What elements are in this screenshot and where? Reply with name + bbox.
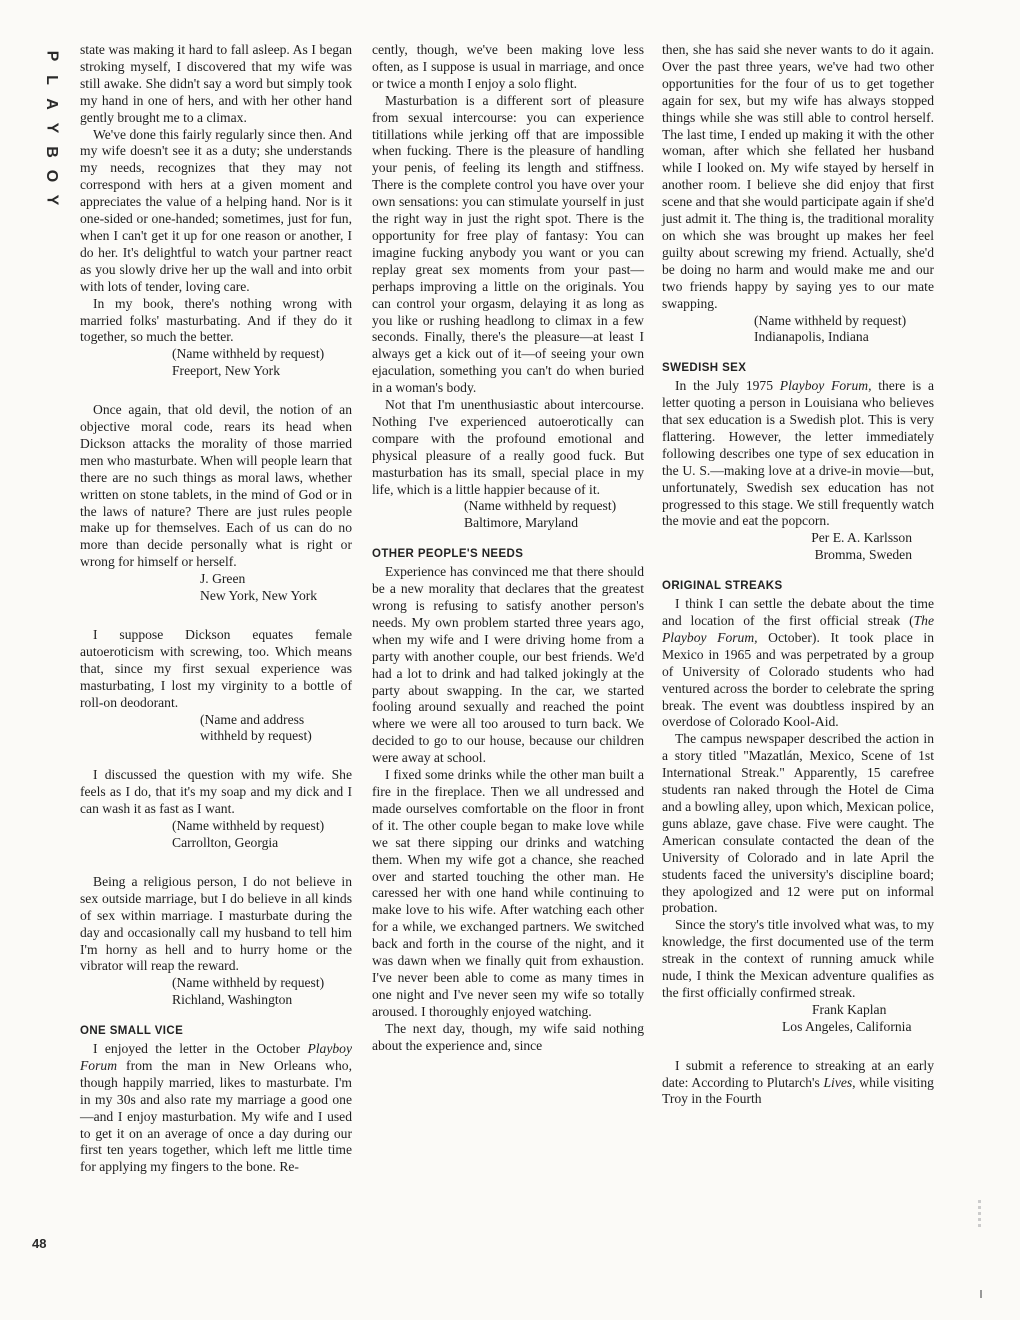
running-head-letter: Y — [42, 194, 60, 206]
paragraph: I fixed some drinks while the other man built a fire in the fireplace. Then we all undressed and made ourselves comfortable on the floor in front of it. The other couple began to make love while we sat there sipping our drinks and watching them. When my wife got a chance, she reached over and started touching the other man. He caressed her with one hand while continuing to make love to his wife. After watching each other for a while, we exchanged partners. We switched back and forth in the course of the night, and it was dawn when we finally quit from exhaustion. I've never been able to come as many times in one night and I've never seen my wife so totally aroused. I thoroughly enjoyed watching. — [372, 767, 644, 1019]
running-head-letter: L — [43, 75, 60, 85]
signature-name: (Name withheld by request) — [172, 346, 325, 362]
paragraph: The next day, though, my wife said nothing about the experience and, since — [372, 1020, 644, 1053]
signature-name: (Name withheld by request) — [172, 975, 325, 991]
publication-title: Lives, — [823, 1074, 856, 1090]
paragraph: Experience has convinced me that there should be a new morality that declares that the greatest wrong is refusing to satisfy another person's needs. My own problem started three years ago, when my wife and I were driving home from a party with another couple, our best friends. We'd had a lot to drink and had talked jokingly at the party about swapping. In the car, we started fooling around sexually and reached the point where we were all too aroused to turn back. We decided to go to our house, because our children were away at school. — [372, 564, 644, 766]
paragraph: Not that I'm unenthusiastic about intercourse. Nothing I've experienced autoerotically can compare with the profound emotional and physical pleasure of a really good fuck. But masturbation has its small, special place in my life, which is a little happier because of it. — [372, 397, 644, 497]
running-head-letter: P — [42, 50, 60, 62]
text-run: I enjoyed the letter in the October — [93, 1041, 308, 1057]
signature-name: Frank Kaplan — [812, 1001, 887, 1017]
running-head-letter: B — [43, 146, 60, 158]
paragraph: We've done this fairly regularly since then. And my wife doesn't see it as a duty; she understands my needs, recognizes that they may not correspond with hers at a given moment and appreciates the value of a helping hand. Nor is it one-sided or one-handed; sometimes, just for fun, when I can't get it up for one reason or another, I do her. It's delightful to watch your partner react as you slowly drive her up the wall and into orbit with lots of tender, loving care. — [80, 126, 352, 294]
text-run: In the July 1975 — [675, 378, 780, 394]
publication-title: The Playboy Forum, — [662, 613, 934, 645]
signature-place: Los Angeles, California — [782, 1018, 912, 1034]
signature-place: Bromma, Sweden — [814, 547, 912, 563]
text-run: there is a letter quoting a person in Louisiana who believes that sex education is a Swedish plot. This is very flattering. However, the letter immediately following describes one type of sex education in the U. S.—making love at a drive-in movie—but, unfortunately, Swedish sex education has not progressed to this stage. We still frequently watch the movie and eat the popcorn. — [662, 378, 935, 529]
section-heading: SWEDISH SEX — [662, 362, 747, 375]
text-run: while visiting Troy in the Fourth — [662, 1074, 934, 1107]
signature-name: J. Green — [200, 571, 246, 587]
paragraph: Being a religious person, I do not believe in sex outside marriage, but I do believe in all kinds of sex within marriage. I masturbate during the day and occasionally call my husband to tell him I'm horny as hell and to hurry home or the vibrator will reap the reward. — [80, 873, 352, 974]
signature-name: (Name withheld by request) — [754, 312, 907, 328]
paragraph: Since the story's title involved what was, to my knowledge, the first documented use of the term streak in the context of running amuck while nude, I think the Mexican adventure qualifies as the first officially confirmed streak. — [662, 917, 934, 1000]
column-1 — [80, 42, 352, 1176]
paragraph — [662, 596, 934, 731]
text-run: from the man in New Orleans who, though happily married, likes to masturbate. I'm in my 30s and also rate my marriage a good one—and I enjoy masturbation. My wife and I used to get it on an average of once a day during our first ten years together, which left me little time for applying my fingers to the bone. Re- — [80, 1057, 352, 1175]
paragraph: In my book, there's nothing wrong with married folks' masturbating. And if they do it together, so much the better. — [80, 295, 352, 345]
signature-name: Per E. A. Karlsson — [811, 530, 912, 546]
column-2 — [372, 42, 644, 1054]
signature-name: (Name withheld by request) — [172, 818, 325, 834]
signature-place: Indianapolis, Indiana — [754, 329, 869, 345]
page-number: 48 — [32, 1236, 47, 1251]
running-head-letter: O — [42, 169, 60, 183]
signature-place: New York, New York — [200, 588, 318, 604]
publication-title: Playboy Forum — [80, 1041, 352, 1073]
paragraph: state was making it hard to fall asleep. As I began stroking myself, I discovered that my wife was still awake. She didn't say a word but simply took my hand in one of hers, and with her other hand gently brought me to a climax. — [80, 42, 352, 125]
publication-title: Playboy Forum, — [779, 378, 872, 394]
running-head-letter: A — [43, 98, 60, 110]
text-run: I think I can settle the debate about the time and location of the first official streak ( — [662, 596, 934, 628]
paragraph: cently, though, we've been making love less often, as I suppose is usual in marriage, and once or twice a month I enjoy a solo flight. — [372, 42, 644, 91]
signature-place: Carrollton, Georgia — [172, 834, 279, 850]
section-heading: OTHER PEOPLE'S NEEDS — [372, 548, 524, 561]
column-3 — [662, 42, 934, 1108]
paragraph: Masturbation is a different sort of pleasure from sexual intercourse: you can experience titillations while jerking off that are impossible when fucking. There is the pleasure of handling your penis, of feeling its length and stiffness. There is the complete control you have over your own sensations: you can stimulate yourself in just the right way in just the right spot. There is the opportunity for free play of fantasy: You can imagine fucking anybody you want or you can replay great sex moments from your past—perhaps improving a little on the originals. You can control your orgasm, delaying it as long as you like or rushing headlong to climax in a few seconds. Finally, there's the pleasure—at least I always get a kick out of it—of seeing your own ejaculation, something you can't do when buried in a woman's body. — [372, 92, 644, 396]
section-heading: ONE SMALL VICE — [80, 1025, 184, 1038]
signature-name: (Name and address — [200, 711, 305, 727]
signature-place: withheld by request) — [200, 728, 312, 744]
signature-place: Freeport, New York — [172, 363, 280, 379]
paragraph: I discussed the question with my wife. She feels as I do, that it's my soap and my dick and I can wash it as fast as I want. — [80, 767, 352, 817]
signature-name: (Name withheld by request) — [464, 498, 617, 514]
signature-place: Baltimore, Maryland — [464, 515, 579, 531]
running-head — [36, 44, 66, 212]
paragraph: The campus newspaper described the action in a story titled "Mazatlán, Mexico, Scene of 1st International Streak." Apparently, 15 carefree students ran naked through the Hotel de Cima and a bowling alley, upon which, Mexican police, guns ablaze, gave chase. Five were caught. The American consulate contacted the dean of the University of Colorado and in late April the students faced the university's discipline board; they apologized and 12 were put on informal probation. — [662, 731, 934, 916]
paragraph — [662, 1058, 934, 1109]
paragraph: Once again, that old devil, the notion of an objective moral code, rears its head when Dickson attacks the morality of those married men who masturbate. When will people learn that there are no such things as moral laws, whether written on stone tablets, in the mind of God or in the laws of nature? There are just rules people make up for themselves. Each of us can do no more than decide personally what is right or wrong for himself or herself. — [80, 402, 352, 570]
scan-artifact — [978, 1200, 981, 1228]
paragraph: then, she has said she never wants to do it again. Over the past three years, we've had two other opportunities for the four of us to get together again for sex, but my wife has always stopped things while she was still able to control herself. The last time, I ended up making it with the other woman, after which she fellated her husband while I looked on. My wife stayed by herself in another room. I believe she did enjoy that first scene and that she would participate again if she'd just admit it. The thing is, the traditional morality on which she was brought up makes her feel guilty about screwing my friend. Actually, she'd be doing no harm and would make me and our two friends happy by saying yes to our mate swapping. — [662, 42, 934, 311]
text-run: October). It took place in Mexico in 1965 and was perpetrated by a group of University of Colorado students who had ventured across the border to celebrate the spring break. The event was doubtless inspired by an overdose of Colorado Kool-Aid. — [662, 629, 934, 730]
paragraph: I suppose Dickson equates female autoeroticism with screwing, too. Which means that, since my first sexual experience was masturbating, I lost my virginity to a bottle of roll-on deodorant. — [80, 627, 352, 710]
text-run: I submit a reference to streaking at an early date: According to Plutarch's — [662, 1057, 934, 1090]
scan-artifact — [980, 1290, 982, 1298]
signature-place: Richland, Washington — [172, 992, 293, 1008]
paragraph — [662, 378, 934, 530]
section-heading: ORIGINAL STREAKS — [662, 580, 783, 593]
paragraph — [80, 1041, 352, 1176]
running-head-letter: Y — [42, 122, 60, 134]
